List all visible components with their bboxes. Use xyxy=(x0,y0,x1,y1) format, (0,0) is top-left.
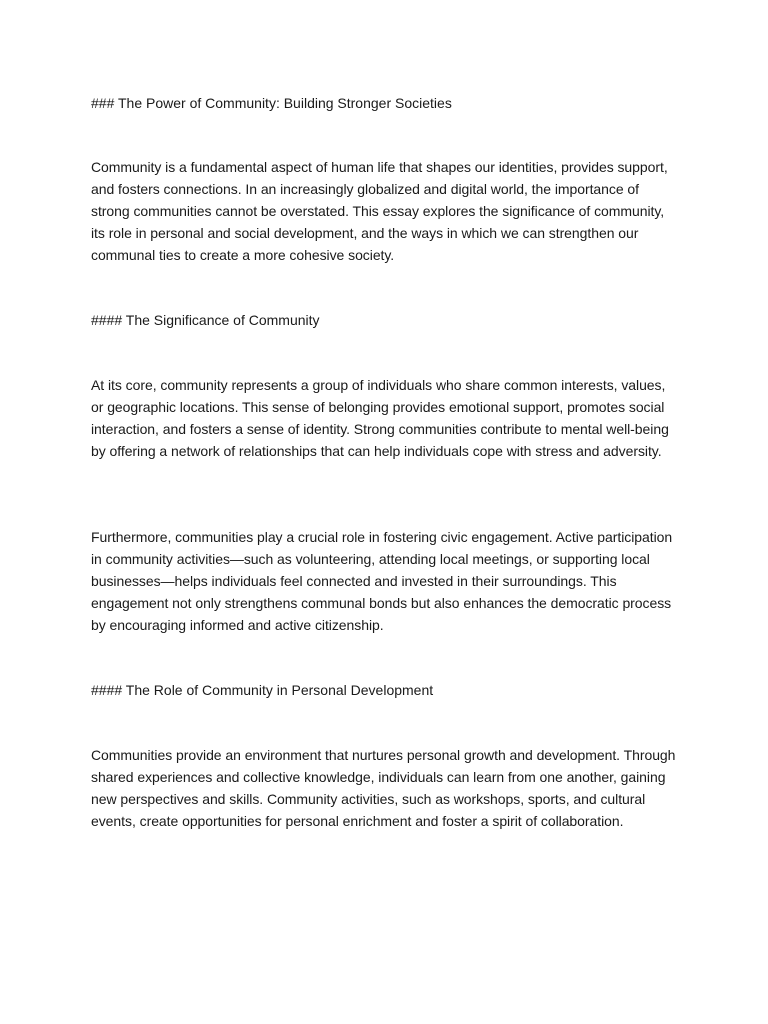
intro-paragraph: Community is a fundamental aspect of human life that shapes our identities, provides support, and fosters connections. In an increasingly globalized and digital world, the importance of strong communities cannot be overstated. This essay explores the significance of community, its role in personal and social development, and the ways in which we can strengthen our communal ties to create a more cohesive society. xyxy=(91,159,668,263)
significance-paragraph-1: At its core, community represents a group of individuals who share common interests, values, or geographic locations. This sense of belonging provides emotional support, promotes social interaction, and fosters a sense of identity. Strong communities contribute to mental well-being by offering a network of relationships that can help individuals cope with stress and adversity. xyxy=(91,377,669,459)
section-heading-significance: #### The Significance of Community xyxy=(91,312,320,328)
significance-paragraph-2: Furthermore, communities play a crucial role in fostering civic engagement. Active participation in community activities—such as volunteering, attending local meetings, or supporting local businesses—helps individuals feel connected and invested in their surroundings. This engagement not only strengthens communal bonds but also enhances the democratic process by encouraging informed and active citizenship. xyxy=(91,529,673,633)
document-title: ### The Power of Community: Building Stronger Societies xyxy=(91,95,452,111)
personal-development-paragraph: Communities provide an environment that nurtures personal growth and development. Through shared experiences and collective knowledge, individuals can learn from one another, gaining new perspectives and skills. Community activities, such as workshops, sports, and cultural events, create opportunities for personal enrichment and foster a spirit of collaboration. xyxy=(91,747,676,829)
section-heading-personal-development: #### The Role of Community in Personal Development xyxy=(91,682,434,698)
